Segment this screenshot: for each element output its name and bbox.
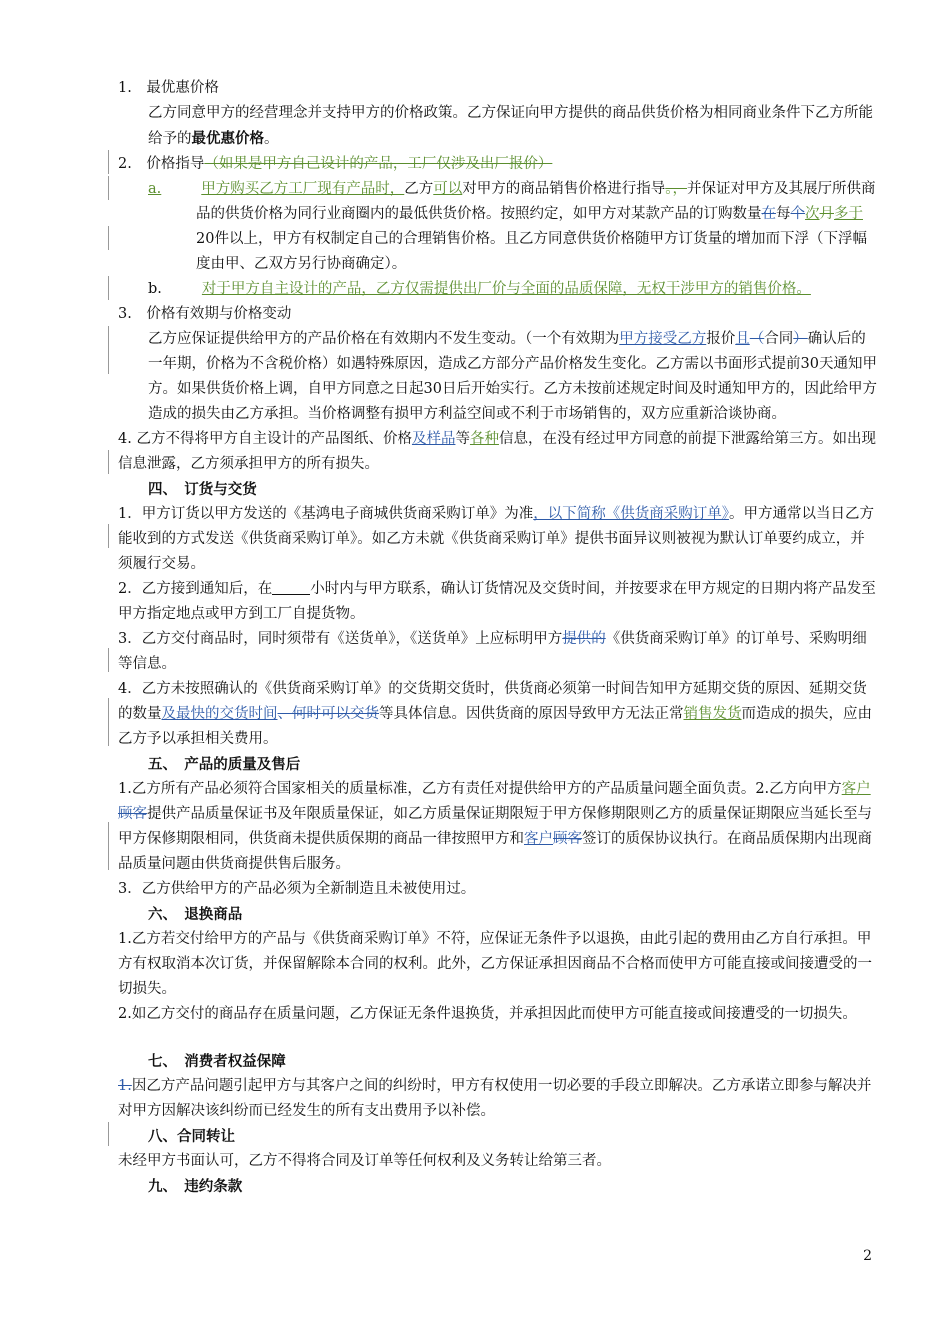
section-heading: 1. 最优惠价格 <box>118 80 219 96</box>
change-bar <box>108 1122 109 1146</box>
change-bar <box>108 822 109 870</box>
change-bar <box>108 176 109 200</box>
page-number: 2 <box>863 1248 872 1264</box>
paragraph: 2.如乙方交付的商品存在质量问题，乙方保证无条件退换货，并承担因此而使甲方可能直接或间接遭受的一切损失。 <box>118 1006 857 1022</box>
change-bar <box>108 276 109 300</box>
change-bar <box>108 150 109 174</box>
change-bar <box>108 524 109 548</box>
change-bar <box>108 450 109 474</box>
paragraph: 未经甲方书面认可，乙方不得将合同及订单等任何权利及义务转让给第三者。 <box>118 1153 611 1169</box>
paragraph: 4. 乙方不得将甲方自主设计的产品图纸、价格及样品等各种信息，在没有经过甲方同意的前提下泄露给第三方。如出现信息泄露，乙方须承担甲方的所有损失。 <box>118 431 876 472</box>
change-bar <box>108 226 109 250</box>
list-item: b. 对于甲方自主设计的产品，乙方仅需提供出厂价与全面的品质保障，无权干涉甲方的销售价格。 <box>148 281 811 297</box>
section-heading: 九、 违约条款 <box>148 1178 243 1195</box>
paragraph: 乙方应保证提供给甲方的产品价格在有效期内不发生变动。（一个有效期为甲方接受乙方报价且（合同）确认后的一年期，价格为不含税价格）如遇特殊原因，造成乙方部分产品价格发生变化。乙方需以书面形式提前30天通知甲方。如果供货价格上调，自甲方同意之日起30日后开始实行。乙方未按前述规定时间及时通知甲方的，因此给甲方造成的损失由乙方承担。当价格调整有损甲方利益空间或不利于市场销售的，双方应重新洽谈协商。 <box>148 331 877 422</box>
section-heading: 2. 价格指导（如果是甲方自己设计的产品，工厂仅涉及出厂报价） <box>118 156 553 172</box>
list-item: a. 甲方购买乙方工厂现有产品时，乙方可以对甲方的商品销售价格进行指导。，并保证对甲方及其展厅所供商品的供货价格为同行业商圈内的最低供货价格。按照约定，如甲方对某款产品的订购数量在每个次月多于20件以上，甲方有权制定自己的合理销售价格。且乙方同意供货价格随甲方订货量的增加而下浮（下浮幅度由甲、乙双方另行协商确定）。 <box>148 181 876 272</box>
paragraph: 2．乙方接到通知后，在 小时内与甲方联系，确认订货情况及交货时间，并按要求在甲方规定的日期内将产品发至甲方指定地点或甲方到工厂自提货物。 <box>118 581 876 622</box>
paragraph: 1．甲方订货以甲方发送的《基鸿电子商城供货商采购订单》为准，以下简称《供货商采购订单》。甲方通常以当日乙方能收到的方式发送《供货商采购订单》。如乙方未就《供货商采购订单》提供书面异议则被视为默认订单要约成立，并须履行交易。 <box>118 506 874 572</box>
change-bar <box>108 326 109 374</box>
change-bar <box>108 648 109 672</box>
section-heading: 五、 产品的质量及售后 <box>148 756 301 773</box>
paragraph: 1.乙方所有产品必须符合国家相关的质量标准，乙方有责任对提供给甲方的产品质量问题全面负责。2.乙方向甲方客户顾客提供产品质量保证书及年限质量保证，如乙方质量保证期限短于甲方保修期限则乙方的质量保证期限应当延长至与甲方保修期限相同，供货商未提供质保期的商品一律按照甲方和客户顾客签订的质保协议执行。在商品质保期内出现商品质量问题由供货商提供售后服务。 <box>118 781 872 872</box>
blank-line <box>272 580 310 595</box>
paragraph: 4．乙方未按照确认的《供货商采购订单》的交货期交货时，供货商必须第一时间告知甲方延期交货的原因、延期交货的数量及最快的交货时间、何时可以交货等具体信息。因供货商的原因导致甲方无法正常销售发货而造成的损失，应由乙方予以承担相关费用。 <box>118 681 872 747</box>
paragraph: 1.因乙方产品问题引起甲方与其客户之间的纠纷时，甲方有权使用一切必要的手段立即解决。乙方承诺立即参与解决并对甲方因解决该纠纷而已经发生的所有支出费用予以补偿。 <box>118 1078 872 1119</box>
section-heading: 七、 消费者权益保障 <box>148 1053 286 1070</box>
section-heading: 3. 价格有效期与价格变动 <box>118 306 292 322</box>
document-body <box>118 76 878 1199</box>
section-heading: 四、 订货与交货 <box>148 481 257 498</box>
paragraph: 3．乙方供给甲方的产品必须为全新制造且未被使用过。 <box>118 881 476 897</box>
change-bar <box>108 698 109 746</box>
paragraph: 1.乙方若交付给甲方的产品与《供货商采购订单》不符，应保证无条件予以退换，由此引起的费用由乙方自行承担。甲方有权取消本次订货，并保留解除本合同的权利。此外，乙方保证承担因商品不合格而使甲方可能直接或间接遭受的一切损失。 <box>118 931 872 997</box>
paragraph: 乙方同意甲方的经营理念并支持甲方的价格政策。乙方保证向甲方提供的商品供货价格为相同商业条件下乙方所能给予的最优惠价格。 <box>148 105 873 147</box>
section-heading: 八、合同转让 <box>148 1128 235 1145</box>
paragraph: 3．乙方交付商品时，同时须带有《送货单》，《送货单》上应标明甲方提供的《供货商采购订单》的订单号、采购明细等信息。 <box>118 631 867 672</box>
section-heading: 六、 退换商品 <box>148 906 243 923</box>
